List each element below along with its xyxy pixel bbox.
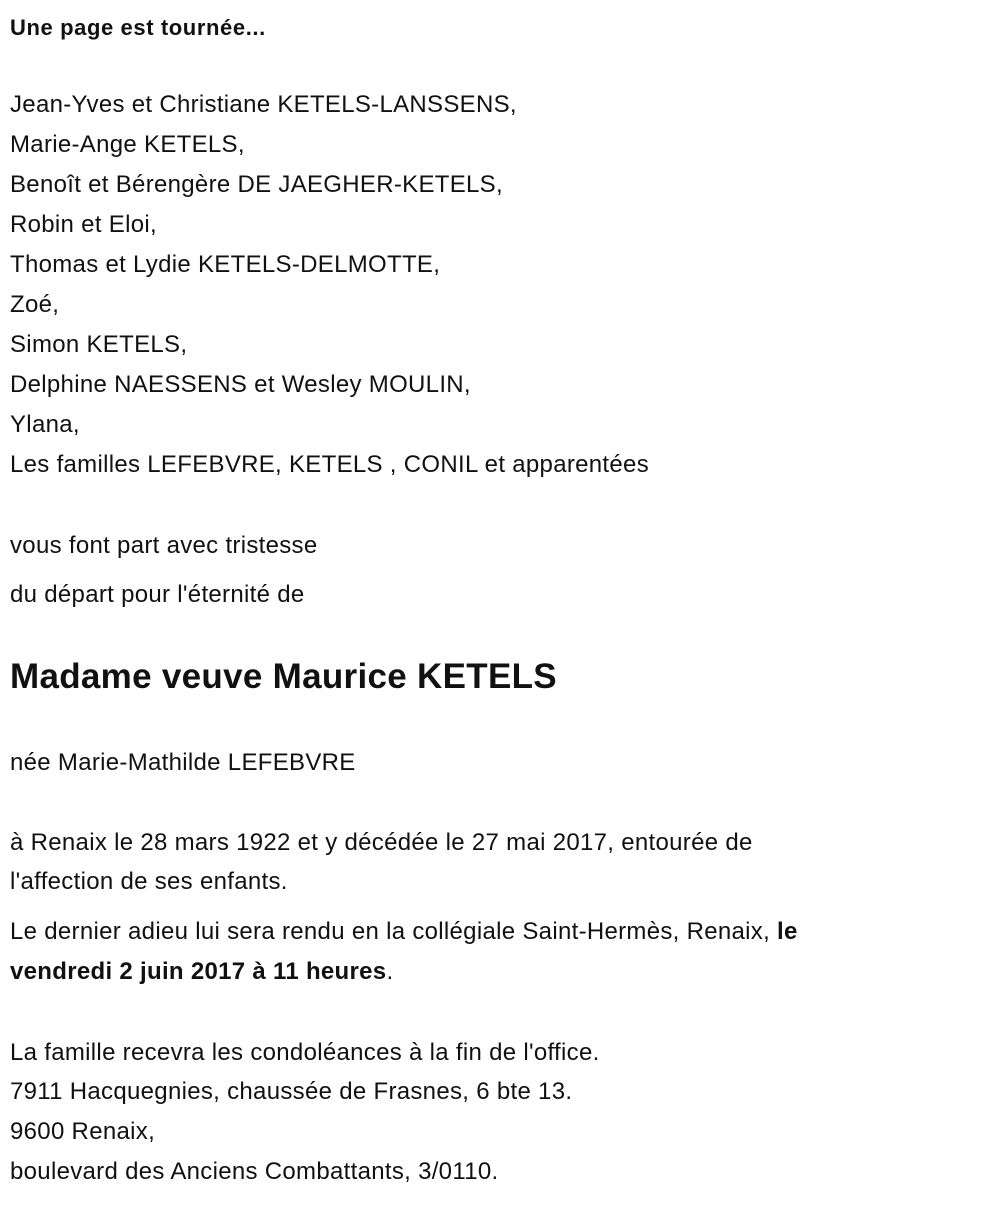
funeral-line: [10, 957, 393, 987]
funeral-text: Le dernier adieu lui sera rendu en la collégiale Saint-Hermès, Renaix,: [10, 918, 778, 945]
funeral-bold: le: [777, 918, 798, 945]
closing-line: 7911 Hacquegnies, chaussée de Frasnes, 6 bte 13.: [10, 1078, 573, 1105]
deceased-name: Madame veuve Maurice KETELS: [10, 657, 557, 696]
family-line: Benoît et Bérengère DE JAEGHER-KETELS,: [10, 171, 503, 198]
funeral-date-time: vendredi 2 juin 2017 à 11 heures: [10, 958, 387, 985]
family-line: Delphine NAESSENS et Wesley MOULIN,: [10, 371, 471, 398]
closing-line: La famille recevra les condoléances à la fin de l'office.: [10, 1039, 600, 1066]
family-line: Robin et Eloi,: [10, 211, 157, 238]
birth-name: née Marie-Mathilde LEFEBVRE: [10, 749, 356, 776]
funeral-line: [10, 917, 798, 947]
dates-line: l'affection de ses enfants.: [10, 868, 288, 895]
closing-line: 9600 Renaix,: [10, 1118, 156, 1145]
family-line: Marie-Ange KETELS,: [10, 131, 245, 158]
family-line: Ylana,: [10, 411, 80, 438]
dates-line: à Renaix le 28 mars 1922 et y décédée le 27 mai 2017, entourée de: [10, 829, 753, 856]
closing-line: boulevard des Anciens Combattants, 3/0110.: [10, 1158, 499, 1185]
family-line: Zoé,: [10, 291, 60, 318]
family-line: Les familles LEFEBVRE, KETELS , CONIL et apparentées: [10, 451, 649, 478]
intro-line: vous font part avec tristesse: [10, 532, 318, 559]
funeral-end: .: [386, 958, 394, 985]
family-line: Simon KETELS,: [10, 331, 188, 358]
announcement-title: Une page est tournée...: [10, 15, 266, 40]
family-line: Thomas et Lydie KETELS-DELMOTTE,: [10, 251, 441, 278]
family-line: Jean-Yves et Christiane KETELS-LANSSENS,: [10, 91, 517, 118]
intro-line: du départ pour l'éternité de: [10, 581, 305, 608]
